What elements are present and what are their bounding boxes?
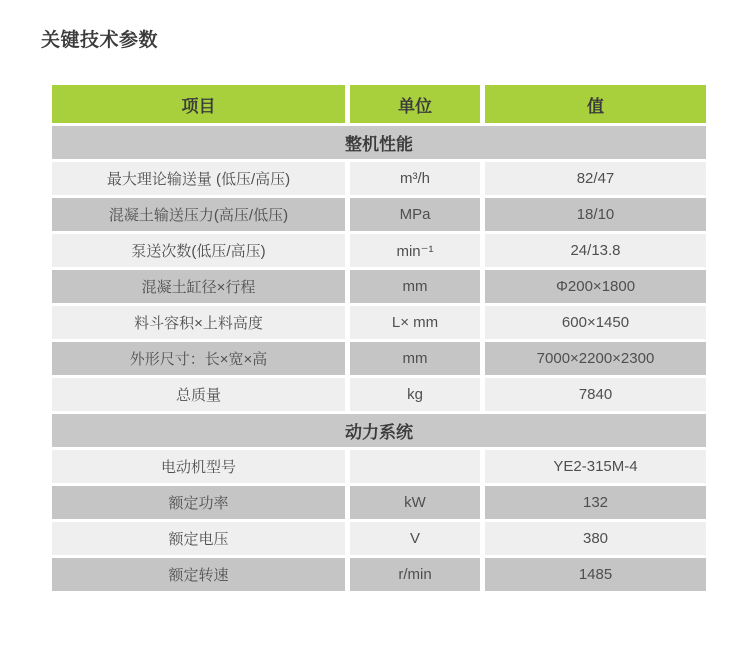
param-value-cell: 600×1450 <box>485 306 706 342</box>
table-row <box>52 162 706 198</box>
param-item-cell: 额定电压 <box>52 522 350 558</box>
column-header-value: 值 <box>485 85 706 126</box>
param-value-cell: 1485 <box>485 558 706 594</box>
param-value-cell: Φ200×1800 <box>485 270 706 306</box>
param-unit-cell <box>350 450 485 486</box>
param-value-cell: 7000×2200×2300 <box>485 342 706 378</box>
param-item-cell: 混凝土输送压力(高压/低压) <box>52 198 350 234</box>
param-unit-cell: mm <box>350 270 485 306</box>
param-value-cell: YE2-315M-4 <box>485 450 706 486</box>
param-value-cell: 7840 <box>485 378 706 414</box>
param-unit-cell: r/min <box>350 558 485 594</box>
spec-table <box>52 85 706 594</box>
table-row <box>52 270 706 306</box>
param-item-cell: 额定功率 <box>52 486 350 522</box>
column-header-unit: 单位 <box>350 85 485 126</box>
param-value-cell: 380 <box>485 522 706 558</box>
column-header-item: 项目 <box>52 85 350 126</box>
table-row <box>52 486 706 522</box>
section-header-row <box>52 126 706 162</box>
param-value-cell: 132 <box>485 486 706 522</box>
param-item-cell: 混凝土缸径×行程 <box>52 270 350 306</box>
param-unit-cell: MPa <box>350 198 485 234</box>
section-title: 动力系统 <box>52 414 706 450</box>
param-unit-cell: kW <box>350 486 485 522</box>
table-row <box>52 198 706 234</box>
table-row <box>52 522 706 558</box>
param-unit-cell: min⁻¹ <box>350 234 485 270</box>
param-value-cell: 18/10 <box>485 198 706 234</box>
param-item-cell: 额定转速 <box>52 558 350 594</box>
section-title: 整机性能 <box>52 126 706 162</box>
param-unit-cell: mm <box>350 342 485 378</box>
param-item-cell: 总质量 <box>52 378 350 414</box>
param-unit-cell: kg <box>350 378 485 414</box>
table-row <box>52 234 706 270</box>
section-header-row <box>52 414 706 450</box>
param-item-cell: 最大理论输送量 (低压/高压) <box>52 162 350 198</box>
table-row <box>52 378 706 414</box>
table-header-row <box>52 85 706 126</box>
param-value-cell: 82/47 <box>485 162 706 198</box>
param-item-cell: 电动机型号 <box>52 450 350 486</box>
table-row <box>52 558 706 594</box>
param-item-cell: 外形尺寸：长×宽×高 <box>52 342 350 378</box>
param-unit-cell: L× mm <box>350 306 485 342</box>
table-row <box>52 342 706 378</box>
param-item-cell: 料斗容积×上料高度 <box>52 306 350 342</box>
page-title: 关键技术参数 <box>41 30 159 51</box>
param-unit-cell: V <box>350 522 485 558</box>
param-unit-cell: m³/h <box>350 162 485 198</box>
table-row <box>52 306 706 342</box>
param-value-cell: 24/13.8 <box>485 234 706 270</box>
param-item-cell: 泵送次数(低压/高压) <box>52 234 350 270</box>
table-row <box>52 450 706 486</box>
